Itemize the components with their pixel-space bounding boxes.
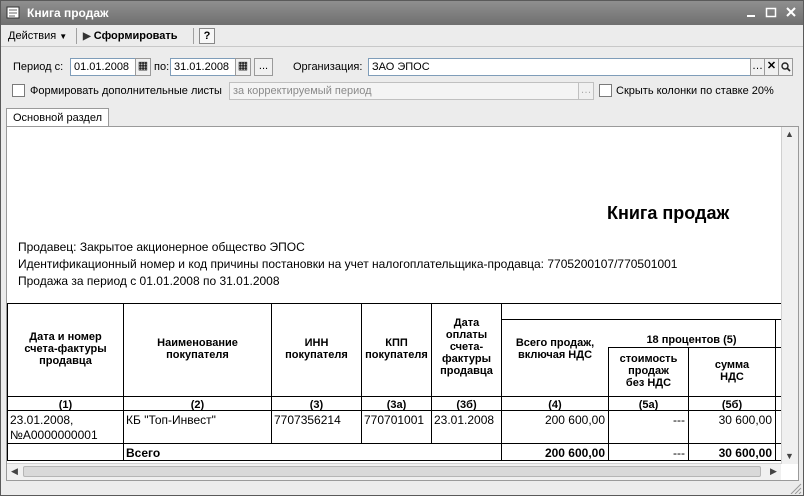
col-number: (1) xyxy=(58,399,73,411)
minimize-icon[interactable] xyxy=(743,5,759,20)
cell-total: 200 600,00 xyxy=(544,413,605,427)
tab-main-section-label: Основной раздел xyxy=(13,112,102,124)
period-select-button[interactable]: ... xyxy=(254,58,273,76)
hide-columns-label: Скрыть колонки по ставке 20% xyxy=(616,85,774,97)
period-from-input[interactable]: 01.01.2008 xyxy=(70,58,136,76)
title-bar xyxy=(1,1,803,25)
scroll-up-icon[interactable]: ▲ xyxy=(785,129,794,139)
actions-menu-label: Действия xyxy=(8,30,57,42)
period-from-label: Период с: xyxy=(13,61,64,73)
totals-vat: 30 600,00 xyxy=(718,446,772,460)
cell-cost: --- xyxy=(673,413,685,427)
cell-invoice-date: 23.01.2008, xyxy=(10,413,74,427)
header-invoice: Дата и номер счета-фактуры продавца xyxy=(24,331,107,367)
calendar-icon: ▦ xyxy=(237,60,249,72)
actions-menu[interactable] xyxy=(8,28,67,44)
hide-columns-checkbox[interactable] xyxy=(599,84,612,97)
scroll-left-icon[interactable]: ◀ xyxy=(11,466,18,476)
col-number: (5а) xyxy=(638,399,659,411)
organization-clear-button[interactable] xyxy=(764,58,779,76)
magnifier-icon xyxy=(781,62,791,72)
header-cost-without-vat: стоимость продаж без НДС xyxy=(619,353,678,389)
inn-kpp-line: Идентификационный номер и код причины постановки на учет налогоплательщика-продавца: 7705200107/770501001 xyxy=(18,257,678,271)
header-buyer-inn: ИНН покупателя xyxy=(285,337,348,361)
document-icon xyxy=(6,6,20,19)
dropdown-arrow-icon: ▼ xyxy=(59,32,68,41)
ellipsis-icon: … xyxy=(580,84,592,96)
calendar-button-from[interactable] xyxy=(135,58,151,76)
ellipsis-icon: … xyxy=(752,60,763,72)
header-total-sales: Всего продаж, включая НДС xyxy=(515,337,595,361)
col-number: (3б) xyxy=(456,399,477,411)
period-to-input[interactable]: 31.01.2008 xyxy=(170,58,236,76)
vertical-scrollbar[interactable] xyxy=(781,127,798,464)
report-document xyxy=(7,127,781,464)
extra-sheets-period-button[interactable] xyxy=(578,82,594,100)
generate-button[interactable] xyxy=(83,28,178,44)
totals-label: Всего xyxy=(126,446,161,460)
header-payment-date: Дата оплаты счета- фактуры продавца xyxy=(440,317,493,377)
extra-sheets-label: Формировать дополнительные листы xyxy=(30,85,222,97)
header-buyer-kpp: КПП покупателя xyxy=(365,337,428,361)
scroll-down-icon[interactable]: ▼ xyxy=(785,451,794,461)
scroll-right-icon[interactable]: ▶ xyxy=(770,466,777,476)
totals-total: 200 600,00 xyxy=(544,446,605,460)
seller-line: Продавец: Закрытое акционерное общество ЭПОС xyxy=(18,240,305,254)
organization-open-button[interactable] xyxy=(778,58,793,76)
col-number: (3а) xyxy=(386,399,407,411)
help-icon: ? xyxy=(203,30,211,42)
maximize-icon[interactable] xyxy=(763,5,779,20)
report-panel xyxy=(6,126,799,481)
toolbar-divider xyxy=(76,28,77,44)
period-to-label: по: xyxy=(154,61,170,73)
toolbar xyxy=(1,25,803,47)
header-group-18: 18 процентов (5) xyxy=(646,334,737,346)
cell-invoice-number: №А0000000001 xyxy=(10,428,98,442)
play-icon: ▶ xyxy=(83,31,91,42)
period-line: Продажа за период с 01.01.2008 по 31.01.2008 xyxy=(18,274,280,288)
window-title: Книга продаж xyxy=(27,6,109,20)
header-buyer-name: Наименование покупателя xyxy=(157,337,238,361)
col-number: (2) xyxy=(190,399,205,411)
organization-input[interactable]: ЗАО ЭПОС xyxy=(368,58,751,76)
horizontal-scroll-thumb[interactable] xyxy=(23,466,761,477)
report-title: Книга продаж xyxy=(607,203,730,223)
header-vat-amount: сумма НДС xyxy=(714,359,750,383)
cell-buyer: КБ "Топ-Инвест" xyxy=(126,413,216,427)
organization-label: Организация: xyxy=(293,61,363,73)
resize-grip-icon[interactable] xyxy=(788,482,802,494)
help-button[interactable] xyxy=(199,28,215,44)
tab-main-section[interactable] xyxy=(6,108,109,127)
cell-inn: 7707356214 xyxy=(274,413,341,427)
extra-sheets-checkbox[interactable] xyxy=(12,84,25,97)
generate-button-label: Сформировать xyxy=(93,30,178,42)
extra-sheets-period-input[interactable]: за корректируемый период xyxy=(229,82,579,100)
cell-payment-date: 23.01.2008 xyxy=(434,413,495,427)
toolbar-divider xyxy=(193,28,194,44)
horizontal-scrollbar[interactable] xyxy=(7,463,781,480)
col-number: (3) xyxy=(309,399,324,411)
cell-kpp: 770701001 xyxy=(364,413,425,427)
clear-icon: ✕ xyxy=(766,60,777,72)
col-number: (5б) xyxy=(721,399,743,411)
totals-cost: --- xyxy=(673,446,685,460)
col-number: (4) xyxy=(548,399,562,411)
calendar-icon: ▦ xyxy=(137,60,149,72)
cell-vat: 30 600,00 xyxy=(718,413,772,427)
calendar-button-to[interactable] xyxy=(235,58,251,76)
close-icon[interactable] xyxy=(783,5,799,20)
organization-select-button[interactable] xyxy=(750,58,765,76)
